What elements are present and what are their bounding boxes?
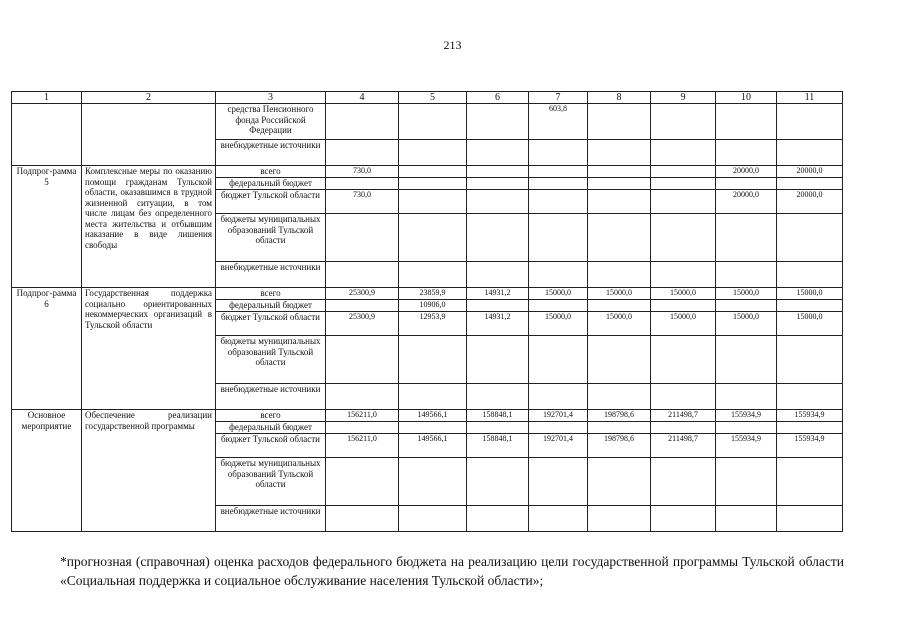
program-code: Подпрог-рамма 6 xyxy=(12,288,82,410)
funding-source: внебюджетные источники xyxy=(216,140,326,166)
value-cell xyxy=(467,458,529,506)
value-cell xyxy=(399,422,467,434)
program-code: Подпрог-рамма 5 xyxy=(12,166,82,288)
value-cell: 15000,0 xyxy=(529,312,588,336)
value-cell: 149566,1 xyxy=(399,410,467,422)
footnote: *прогнозная (справочная) оценка расходов федерального бюджета на реализацию цели государственной программы Тульской области «Социальная поддержка и социальное обслуживание населения Тульской области»; xyxy=(60,554,844,588)
column-header: 9 xyxy=(651,92,716,104)
value-cell: 20000,0 xyxy=(777,190,843,214)
program-name: Обеспечение реализации государственной программы xyxy=(82,410,216,532)
funding-source: всего xyxy=(216,288,326,300)
value-cell xyxy=(588,214,651,262)
value-cell: 10906,0 xyxy=(399,300,467,312)
funding-source: средства Пенсионного фонда Российской Федерации xyxy=(216,104,326,140)
value-cell: 730,0 xyxy=(326,190,399,214)
value-cell: 155934,9 xyxy=(777,434,843,458)
funding-source: бюджеты муниципальных образований Тульской области xyxy=(216,336,326,384)
value-cell xyxy=(467,190,529,214)
value-cell: 15000,0 xyxy=(651,288,716,300)
value-cell xyxy=(467,178,529,190)
value-cell xyxy=(651,300,716,312)
value-cell xyxy=(716,506,777,532)
header-row xyxy=(12,92,843,104)
value-cell xyxy=(529,140,588,166)
value-cell xyxy=(399,166,467,178)
value-cell xyxy=(529,336,588,384)
value-cell: 198798,6 xyxy=(588,410,651,422)
value-cell xyxy=(529,422,588,434)
value-cell xyxy=(529,458,588,506)
column-header: 6 xyxy=(467,92,529,104)
value-cell xyxy=(529,506,588,532)
value-cell xyxy=(326,336,399,384)
value-cell xyxy=(529,178,588,190)
value-cell: 25300,9 xyxy=(326,312,399,336)
table-row xyxy=(12,410,843,422)
value-cell xyxy=(529,262,588,288)
column-header: 5 xyxy=(399,92,467,104)
value-cell: 23859,9 xyxy=(399,288,467,300)
value-cell xyxy=(326,384,399,410)
value-cell xyxy=(716,214,777,262)
value-cell xyxy=(777,104,843,140)
program-name: Государственная поддержка социально ориентированных некоммерческих организаций в Тульской области xyxy=(82,288,216,410)
value-cell xyxy=(716,458,777,506)
value-cell xyxy=(467,140,529,166)
value-cell xyxy=(326,262,399,288)
value-cell xyxy=(651,458,716,506)
program-code: Основное мероприятие xyxy=(12,410,82,532)
value-cell xyxy=(777,422,843,434)
value-cell xyxy=(716,104,777,140)
value-cell xyxy=(529,190,588,214)
value-cell xyxy=(529,214,588,262)
value-cell: 15000,0 xyxy=(588,288,651,300)
value-cell xyxy=(588,178,651,190)
value-cell: 198798,6 xyxy=(588,434,651,458)
value-cell xyxy=(467,104,529,140)
column-header: 1 xyxy=(12,92,82,104)
value-cell xyxy=(777,336,843,384)
value-cell xyxy=(399,214,467,262)
value-cell: 158848,1 xyxy=(467,434,529,458)
funding-source: бюджеты муниципальных образований Тульской области xyxy=(216,214,326,262)
value-cell xyxy=(716,262,777,288)
funding-source: бюджет Тульской области xyxy=(216,312,326,336)
value-cell xyxy=(777,458,843,506)
value-cell xyxy=(777,506,843,532)
page-number: 213 xyxy=(443,38,462,52)
table-row xyxy=(12,288,843,300)
value-cell xyxy=(467,336,529,384)
value-cell xyxy=(399,104,467,140)
value-cell xyxy=(326,178,399,190)
value-cell xyxy=(651,166,716,178)
program-name: Комплексные меры по оказанию помощи гражданам Тульской области, оказавшимся в трудной жизненной ситуации, в том числе лицам без определенного места жительства и отбывшим наказание в виде лишения свободы xyxy=(82,166,216,288)
value-cell xyxy=(529,300,588,312)
value-cell: 20000,0 xyxy=(716,166,777,178)
value-cell xyxy=(326,214,399,262)
value-cell xyxy=(326,458,399,506)
value-cell xyxy=(399,458,467,506)
value-cell: 192701,4 xyxy=(529,410,588,422)
value-cell: 14931,2 xyxy=(467,312,529,336)
value-cell xyxy=(651,384,716,410)
value-cell: 156211,0 xyxy=(326,434,399,458)
value-cell xyxy=(588,384,651,410)
funding-source: внебюджетные источники xyxy=(216,506,326,532)
value-cell xyxy=(467,166,529,178)
budget-table xyxy=(11,91,843,532)
value-cell xyxy=(326,422,399,434)
value-cell: 15000,0 xyxy=(588,312,651,336)
value-cell xyxy=(777,384,843,410)
column-header: 11 xyxy=(777,92,843,104)
value-cell xyxy=(588,262,651,288)
value-cell: 14931,2 xyxy=(467,288,529,300)
value-cell: 603,8 xyxy=(529,104,588,140)
value-cell: 211498,7 xyxy=(651,410,716,422)
value-cell xyxy=(651,214,716,262)
value-cell xyxy=(651,336,716,384)
value-cell xyxy=(651,262,716,288)
value-cell xyxy=(651,506,716,532)
funding-source: бюджет Тульской области xyxy=(216,190,326,214)
column-header: 8 xyxy=(588,92,651,104)
value-cell xyxy=(326,506,399,532)
column-header: 7 xyxy=(529,92,588,104)
value-cell xyxy=(326,140,399,166)
value-cell: 158848,1 xyxy=(467,410,529,422)
value-cell: 20000,0 xyxy=(777,166,843,178)
value-cell xyxy=(716,140,777,166)
value-cell: 211498,7 xyxy=(651,434,716,458)
column-header: 2 xyxy=(82,92,216,104)
value-cell xyxy=(777,214,843,262)
value-cell: 155934,9 xyxy=(777,410,843,422)
value-cell xyxy=(716,422,777,434)
program-code xyxy=(12,104,82,166)
value-cell xyxy=(777,300,843,312)
value-cell: 149566,1 xyxy=(399,434,467,458)
value-cell xyxy=(467,422,529,434)
value-cell xyxy=(777,140,843,166)
value-cell xyxy=(399,178,467,190)
funding-source: бюджеты муниципальных образований Тульской области xyxy=(216,458,326,506)
funding-source: всего xyxy=(216,410,326,422)
value-cell xyxy=(588,506,651,532)
value-cell xyxy=(467,214,529,262)
value-cell xyxy=(399,140,467,166)
value-cell xyxy=(588,422,651,434)
value-cell xyxy=(529,166,588,178)
value-cell xyxy=(467,262,529,288)
table-row xyxy=(12,166,843,178)
value-cell: 155934,9 xyxy=(716,410,777,422)
value-cell: 730,0 xyxy=(326,166,399,178)
funding-source: федеральный бюджет xyxy=(216,178,326,190)
value-cell xyxy=(399,506,467,532)
funding-source: внебюджетные источники xyxy=(216,262,326,288)
value-cell xyxy=(399,384,467,410)
value-cell xyxy=(651,190,716,214)
value-cell xyxy=(777,178,843,190)
value-cell: 15000,0 xyxy=(716,288,777,300)
value-cell xyxy=(588,300,651,312)
value-cell xyxy=(399,262,467,288)
value-cell xyxy=(529,384,588,410)
funding-source: всего xyxy=(216,166,326,178)
funding-source: федеральный бюджет xyxy=(216,300,326,312)
value-cell: 15000,0 xyxy=(529,288,588,300)
value-cell xyxy=(588,336,651,384)
value-cell: 156211,0 xyxy=(326,410,399,422)
value-cell: 155934,9 xyxy=(716,434,777,458)
value-cell xyxy=(326,300,399,312)
funding-source: внебюджетные источники xyxy=(216,384,326,410)
value-cell xyxy=(716,178,777,190)
table-row xyxy=(12,104,843,140)
value-cell xyxy=(651,104,716,140)
value-cell: 15000,0 xyxy=(651,312,716,336)
value-cell xyxy=(588,104,651,140)
value-cell xyxy=(588,140,651,166)
value-cell xyxy=(651,422,716,434)
value-cell xyxy=(326,104,399,140)
value-cell: 15000,0 xyxy=(716,312,777,336)
funding-source: бюджет Тульской области xyxy=(216,434,326,458)
value-cell: 192701,4 xyxy=(529,434,588,458)
value-cell: 15000,0 xyxy=(777,288,843,300)
program-name xyxy=(82,104,216,166)
value-cell: 12953,9 xyxy=(399,312,467,336)
column-header: 4 xyxy=(326,92,399,104)
value-cell xyxy=(777,262,843,288)
value-cell xyxy=(588,166,651,178)
value-cell xyxy=(399,190,467,214)
value-cell xyxy=(651,178,716,190)
value-cell: 25300,9 xyxy=(326,288,399,300)
value-cell: 20000,0 xyxy=(716,190,777,214)
value-cell xyxy=(399,336,467,384)
value-cell xyxy=(467,506,529,532)
column-header: 10 xyxy=(716,92,777,104)
value-cell xyxy=(651,140,716,166)
funding-source: федеральный бюджет xyxy=(216,422,326,434)
value-cell xyxy=(716,300,777,312)
value-cell xyxy=(467,300,529,312)
value-cell xyxy=(588,190,651,214)
value-cell xyxy=(588,458,651,506)
column-header: 3 xyxy=(216,92,326,104)
value-cell xyxy=(716,336,777,384)
value-cell: 15000,0 xyxy=(777,312,843,336)
value-cell xyxy=(467,384,529,410)
value-cell xyxy=(716,384,777,410)
